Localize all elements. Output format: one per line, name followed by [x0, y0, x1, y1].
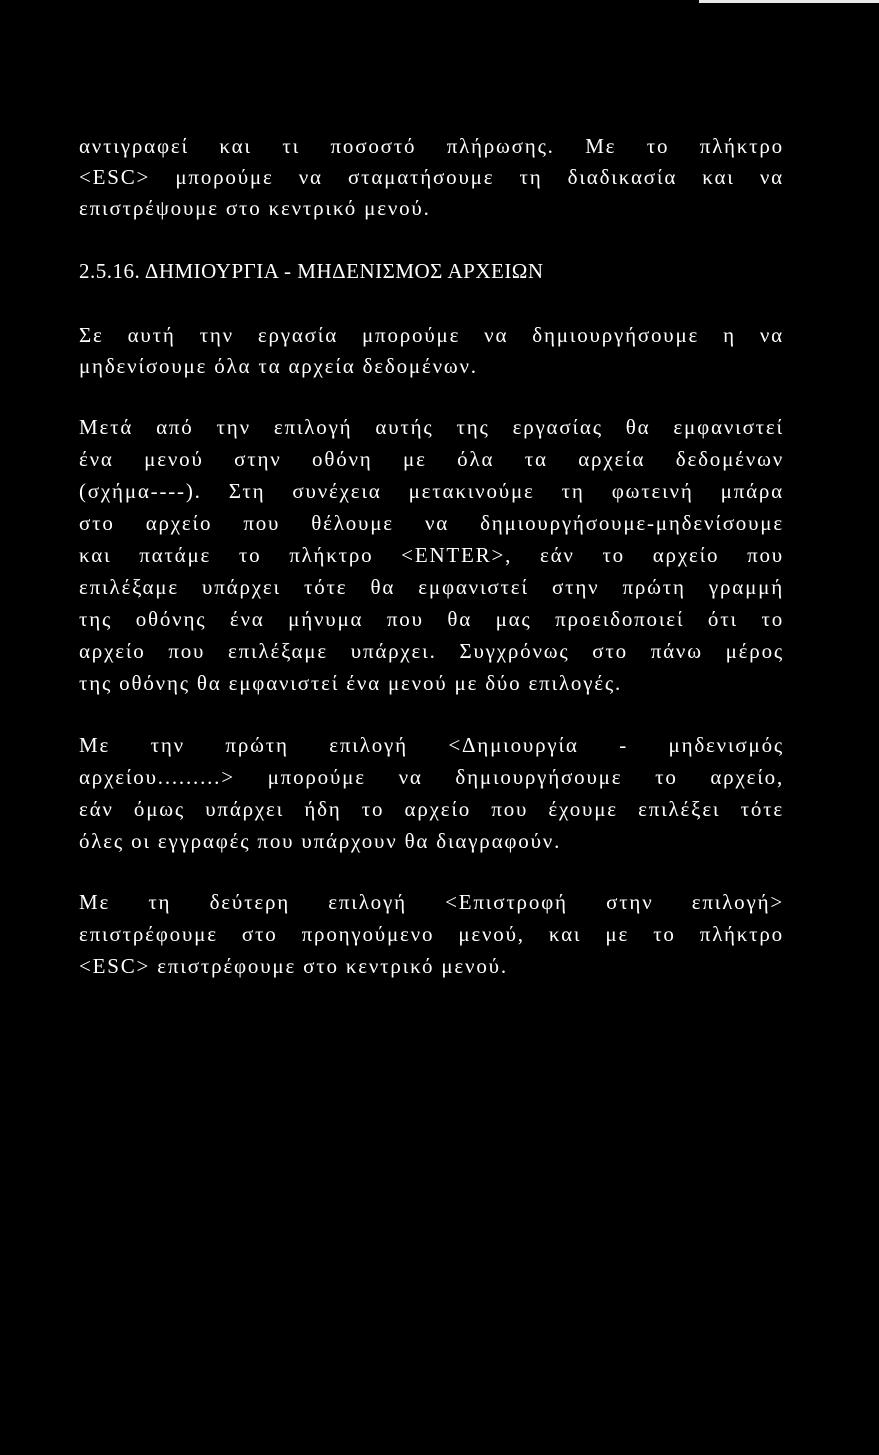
- text-line: Μετά από την επιλογή αυτής της εργασίας θα εμφανιστεί: [79, 415, 784, 439]
- text-line: και πατάμε το πλήκτρο <ENTER>, εάν το αρχείο που: [79, 543, 784, 567]
- text-line: εάν όμως υπάρχει ήδη το αρχείο που έχουμε επιλέξει τότε: [79, 797, 784, 821]
- text-line: <ESC> επιστρέφουμε στο κεντρικό μενού.: [79, 954, 508, 978]
- text-line: Με τη δεύτερη επιλογή <Επιστροφή στην επιλογή>: [79, 890, 784, 914]
- text-line: αρχείου.........> μπορούμε να δημιουργήσουμε το αρχείο,: [79, 765, 784, 789]
- text-line: <ESC> μπορούμε να σταματήσουμε τη διαδικασία και να: [79, 165, 784, 189]
- text-line: της οθόνης ένα μήνυμα που θα μας προειδοποιεί ότι το: [79, 607, 784, 631]
- text-line: στο αρχείο που θέλουμε να δημιουργήσουμε-μηδενίσουμε: [79, 511, 784, 535]
- text-line: αρχείο που επιλέξαμε υπάρχει. Συγχρόνως στο πάνω μέρος: [79, 639, 784, 663]
- text-line: μηδενίσουμε όλα τα αρχεία δεδομένων.: [79, 354, 478, 378]
- text-line: επιστρέψουμε στο κεντρικό μενού.: [79, 196, 431, 220]
- text-line: όλες οι εγγραφές που υπάρχουν θα διαγραφούν.: [79, 829, 562, 853]
- text-line: (σχήμα----). Στη συνέχεια μετακινούμε τη φωτεινή μπάρα: [79, 479, 784, 503]
- text-line: ένα μενού στην οθόνη με όλα τα αρχεία δεδομένων: [79, 447, 784, 471]
- text-line: της οθόνης θα εμφανιστεί ένα μενού με δύο επιλογές.: [79, 671, 623, 695]
- text-line: αντιγραφεί και τι ποσοστό πλήρωσης. Με το πλήκτρο: [79, 134, 784, 158]
- text-line: Με την πρώτη επιλογή <Δημιουργία - μηδενισμός: [79, 733, 784, 757]
- scan-edge-mark: [699, 0, 879, 3]
- section-heading: 2.5.16. ΔΗΜΙΟΥΡΓΙΑ - ΜΗΔΕΝΙΣΜΟΣ ΑΡΧΕΙΩΝ: [79, 259, 544, 283]
- text-line: επιλέξαμε υπάρχει τότε θα εμφανιστεί στην πρώτη γραμμή: [79, 575, 784, 599]
- text-line: Σε αυτή την εργασία μπορούμε να δημιουργήσουμε η να: [79, 323, 784, 347]
- text-line: επιστρέφουμε στο προηγούμενο μενού, και με το πλήκτρο: [79, 922, 784, 946]
